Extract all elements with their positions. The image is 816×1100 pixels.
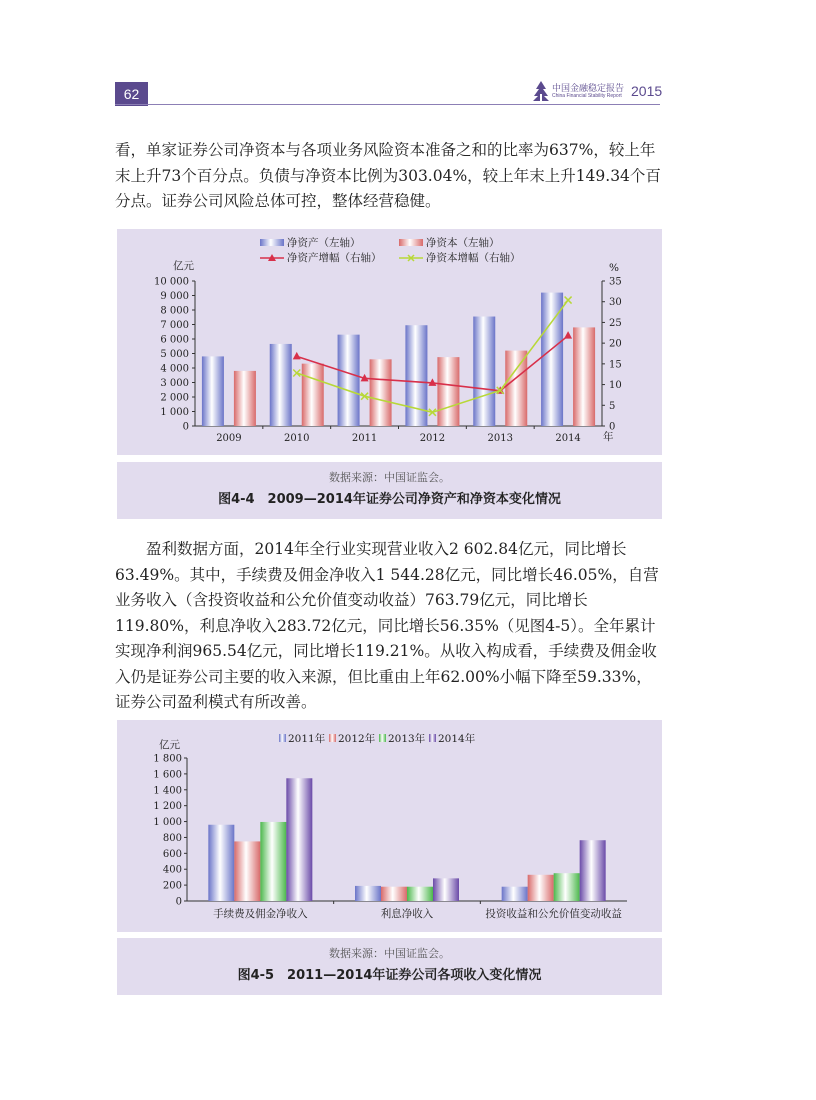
legend-label: 2012年: [338, 733, 376, 745]
bar-2014年: [580, 840, 606, 901]
legend-label: 2014年: [438, 733, 476, 745]
x-tick-label: 利息净收入: [380, 908, 434, 920]
logo-english-title: China Financial Stability Report: [552, 93, 622, 99]
figure-caption: 图4-4 2009—2014年证券公司净资产和净资本变化情况: [218, 492, 561, 507]
bar-2012年: [381, 887, 407, 901]
revenue-breakdown-chart: [117, 720, 662, 932]
bar-net-capital: [437, 357, 459, 426]
y-tick-label: 7 000: [160, 320, 189, 331]
legend-swatch: [429, 734, 436, 742]
bar-net-assets: [473, 317, 495, 426]
y-tick-label: 800: [162, 832, 182, 844]
y2-tick-label: 30: [609, 297, 622, 309]
y-tick-label: 0: [175, 896, 182, 908]
y2-tick-label: 15: [609, 359, 622, 371]
y-tick-label: 1 000: [160, 407, 189, 418]
x-tick-label: 2014: [555, 433, 581, 444]
logo-year: 2015: [631, 83, 663, 99]
legend-label: 2011年: [288, 733, 326, 745]
bar-2011年: [208, 825, 234, 901]
y-tick-label: 4 000: [160, 363, 189, 375]
figure-caption: 图4-5 2011—2014年证券公司各项收入变化情况: [237, 968, 542, 983]
y-tick-label: 9 000: [160, 291, 189, 302]
y-tick-label: 2 000: [160, 392, 189, 404]
net-capital-growth-line: [297, 300, 568, 412]
legend-swatch: [379, 734, 386, 742]
bar-2013年: [407, 887, 433, 901]
y-tick-label: 8 000: [160, 305, 189, 317]
y2-axis-unit-label: %: [609, 262, 619, 274]
y-tick-label: 5 000: [160, 349, 189, 360]
bar-net-capital: [505, 351, 527, 426]
figure-4-5-caption-panel: [117, 938, 662, 995]
net-assets-growth-point: [293, 352, 301, 360]
y2-tick-label: 0: [609, 421, 616, 433]
y-tick-label: 1 600: [153, 769, 182, 781]
legend-label: 净资产增幅（右轴）: [287, 252, 382, 264]
y-tick-label: 3 000: [160, 378, 189, 389]
y-tick-label: 0: [182, 421, 189, 433]
x-tick-label: 2010: [284, 433, 310, 444]
x-tick-label: 投资收益和公允价值变动收益: [485, 908, 622, 920]
report-logo: [532, 80, 662, 104]
legend-label: 2013年: [388, 733, 426, 745]
x-tick-label: 2009: [216, 433, 242, 444]
y-tick-label: 1 400: [153, 785, 182, 797]
y-axis-unit-label: 亿元: [159, 739, 180, 751]
bar-2011年: [502, 887, 528, 901]
bar-net-capital: [234, 371, 256, 426]
bar-2014年: [433, 878, 459, 901]
x-axis-unit-label: 年: [603, 431, 614, 443]
bar-net-assets: [541, 293, 563, 426]
figure-source-note: 数据来源：中国证监会。: [329, 471, 450, 484]
legend-swatch-net-assets: [260, 239, 284, 246]
bar-net-capital: [573, 327, 595, 426]
body-paragraph: 看，单家证券公司净资本与各项业务风险资本准备之和的比率为637%，较上年末上升73个百分点。负债与净资本比例为303.04%，较上年末上升149.34个百分点。证券公司风险总体可控，整体经营稳健。: [115, 141, 661, 210]
y2-tick-label: 5: [609, 400, 616, 412]
y2-tick-label: 20: [609, 338, 622, 350]
y-tick-label: 400: [162, 864, 182, 876]
y-tick-label: 600: [162, 848, 182, 860]
legend-swatch: [279, 734, 286, 742]
x-tick-label: 2013: [487, 433, 513, 444]
bar-net-assets: [338, 335, 360, 426]
legend-label: 净资产（左轴）: [287, 237, 361, 249]
bar-net-assets: [202, 356, 224, 426]
y-tick-label: 6 000: [160, 334, 189, 346]
bar-net-capital: [370, 359, 392, 426]
legend-swatch-net-capital: [399, 239, 423, 246]
net-assets-net-capital-chart: [117, 229, 662, 455]
x-tick-label: 2012: [419, 433, 446, 444]
y2-tick-label: 35: [609, 276, 622, 288]
bar-net-assets: [270, 344, 292, 426]
figure-4-4-chart-panel: [117, 229, 662, 455]
legend-label: 净资本增幅（右轴）: [426, 252, 521, 264]
bar-2012年: [528, 875, 554, 901]
legend-swatch: [329, 734, 336, 742]
legend-label: 净资本（左轴）: [426, 237, 500, 249]
bar-2013年: [260, 822, 286, 901]
logo-chinese-title: 中国金融稳定报告: [552, 84, 625, 94]
bar-2013年: [554, 873, 580, 901]
y-tick-label: 1 000: [153, 817, 182, 829]
y2-tick-label: 25: [609, 317, 622, 329]
y-axis-unit-label: 亿元: [173, 260, 194, 272]
x-tick-label: 2011: [351, 433, 378, 444]
bar-2011年: [355, 886, 381, 901]
pagoda-logo-icon: [532, 80, 550, 102]
y-tick-label: 10 000: [154, 276, 189, 288]
body-paragraph: 盈利数据方面，2014年全行业实现营业收入2 602.84亿元，同比增长63.49%。其中，手续费及佣金净收入1 544.28亿元，同比增长46.05%，自营业务收入（含投资收益和公允价值变动收益）763.79亿元，同比增长119.80%，利息净收入283.72亿元，同比增长56.35%（见图4-5）。全年累计实现净利润965.54亿元，同比增长119.21%。从收入构成看，手续费及佣金收入仍是证券公司主要的收入来源，但比重由上年62.00%小幅下降至59.33%，证券公司盈利模式有所改善。: [115, 540, 659, 711]
y-tick-label: 1 200: [153, 801, 182, 813]
bar-2014年: [286, 778, 312, 901]
page-number: 62: [115, 82, 148, 106]
bar-2012年: [234, 841, 260, 901]
figure-4-4-caption-panel: [117, 462, 662, 519]
net-assets-growth-point: [564, 331, 572, 339]
figure-4-5-chart-panel: [117, 720, 662, 932]
header-rule: [115, 104, 660, 105]
y2-tick-label: 10: [609, 380, 622, 392]
y-tick-label: 200: [162, 880, 182, 892]
net-capital-growth-point: [565, 297, 572, 304]
figure-source-note: 数据来源：中国证监会。: [329, 947, 450, 960]
y-tick-label: 1 800: [153, 753, 182, 765]
bar-net-capital: [302, 364, 324, 426]
x-tick-label: 手续费及佣金净收入: [213, 908, 308, 920]
